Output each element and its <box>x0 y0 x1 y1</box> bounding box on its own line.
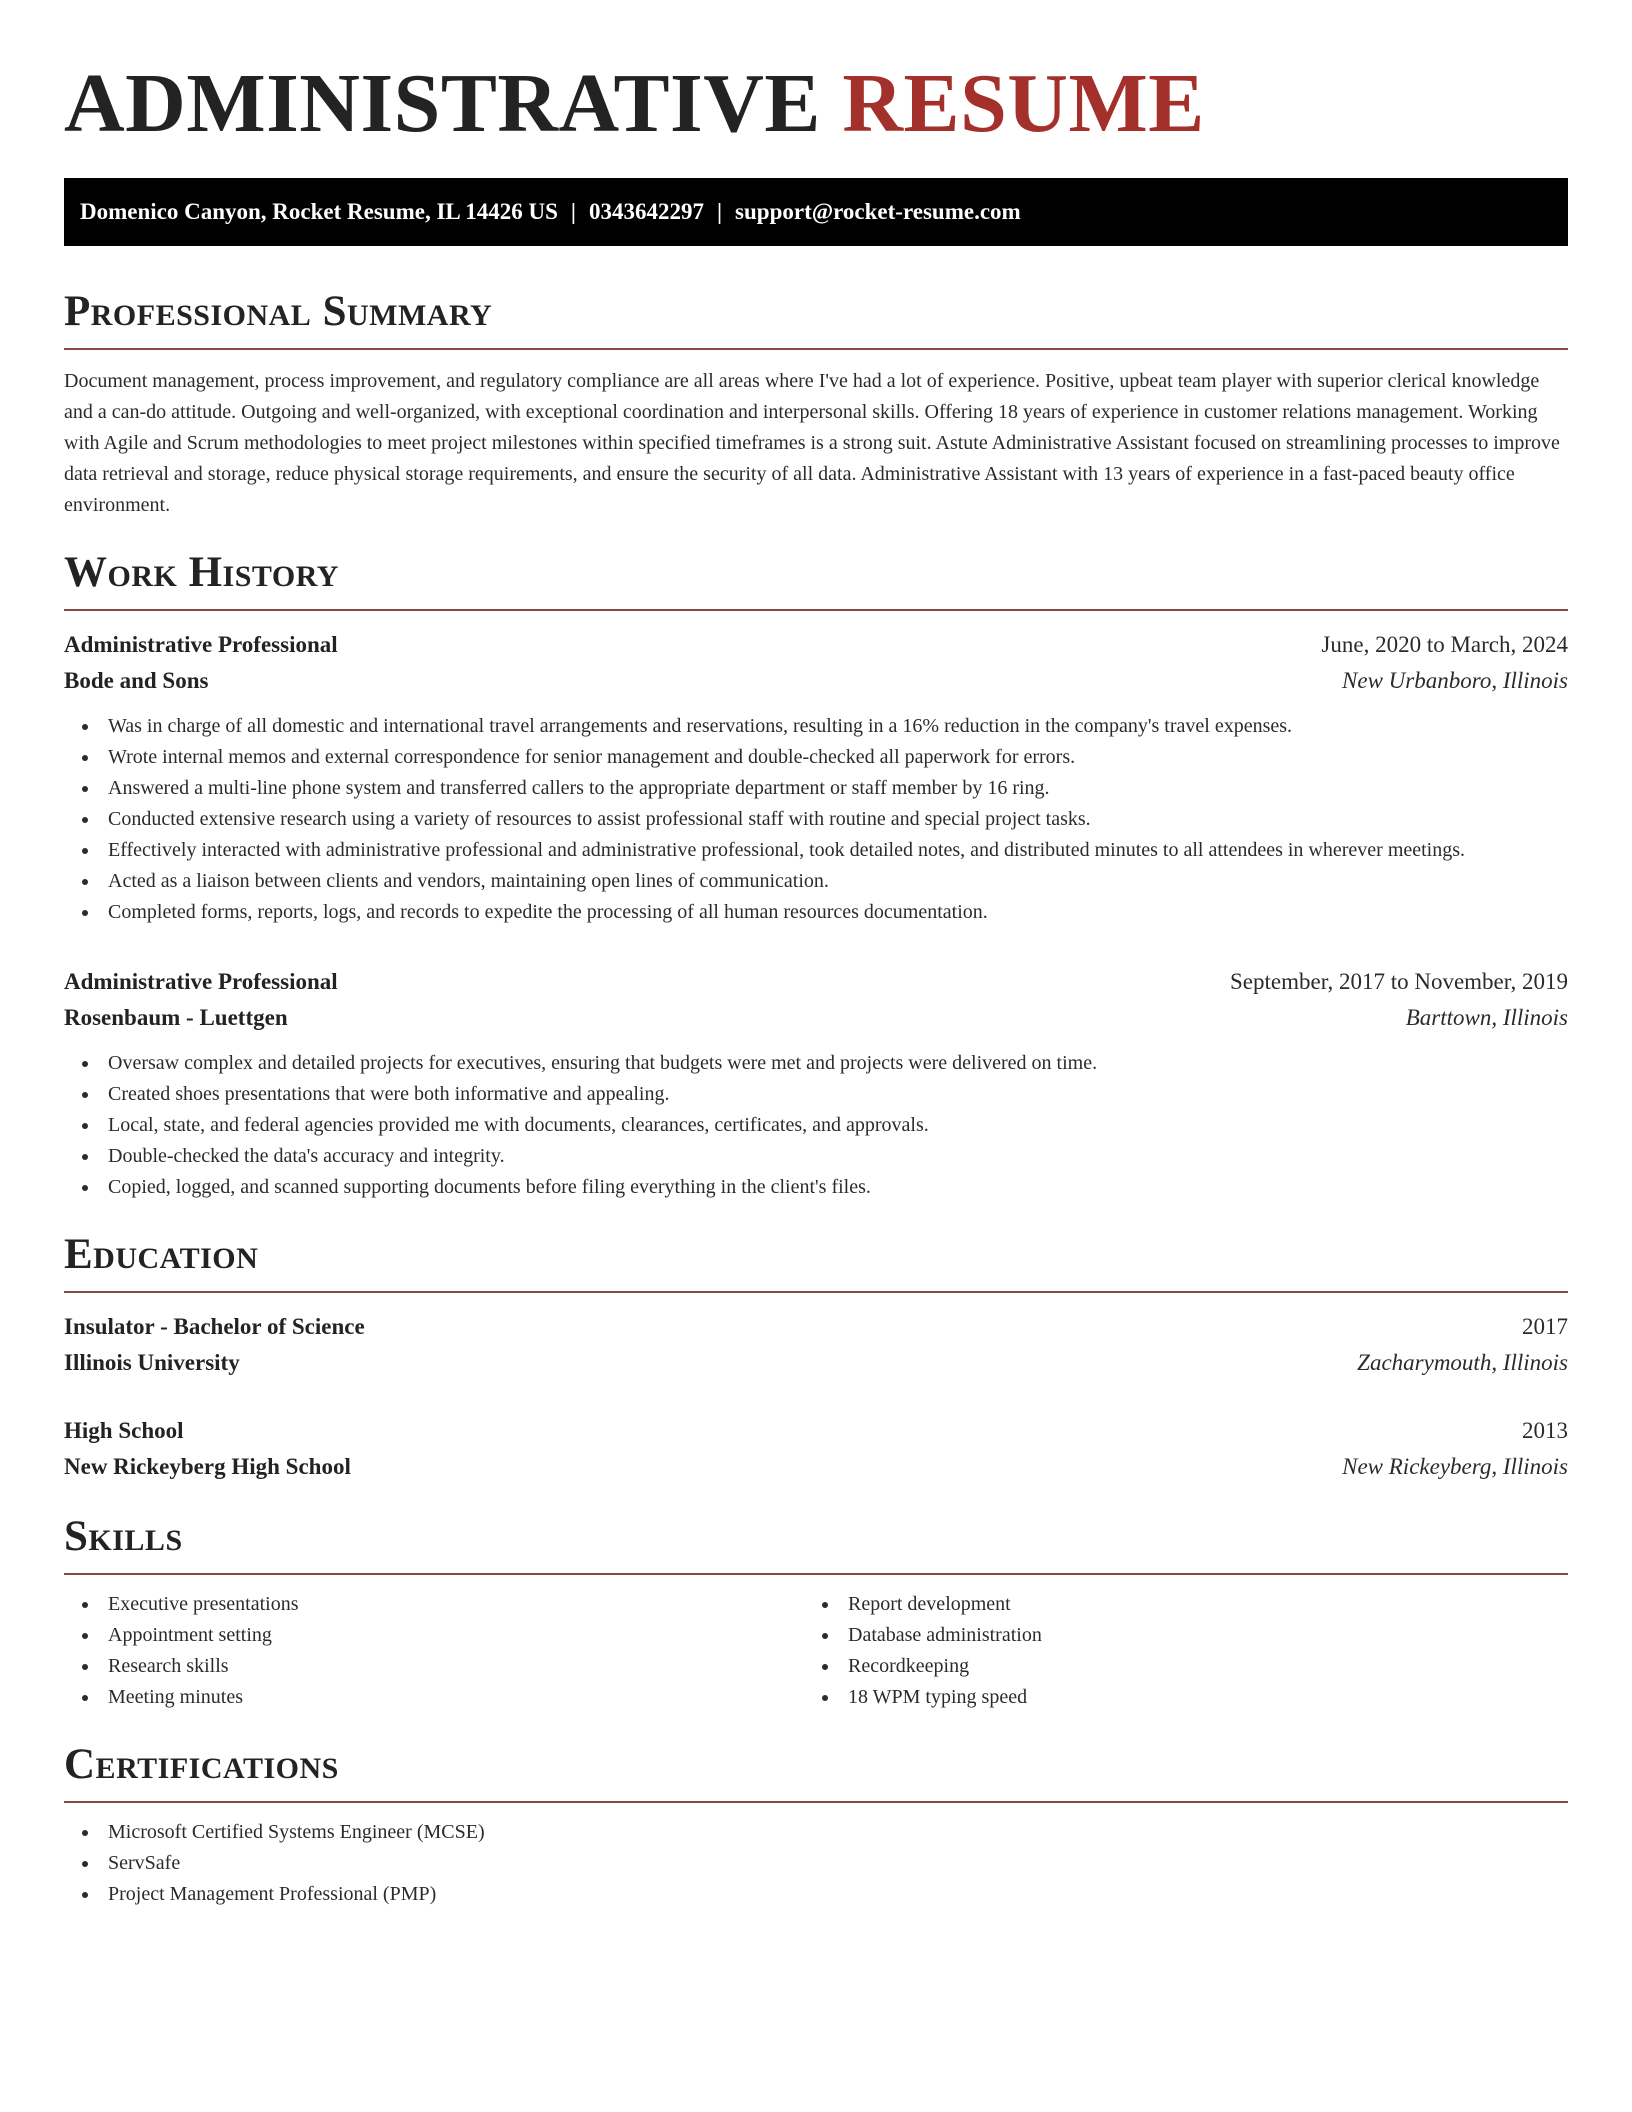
title-accent: RESUME <box>842 57 1205 150</box>
list-item: Local, state, and federal agencies provided me with documents, clearances, certificates, and approvals. <box>64 1110 1568 1141</box>
education-year: 2013 <box>1522 1418 1568 1443</box>
job-entry <box>64 964 1568 1203</box>
resume-page <box>64 0 1568 1910</box>
job-header-row <box>64 627 1568 663</box>
list-item: Created shoes presentations that were both informative and appealing. <box>64 1079 1568 1110</box>
skills-list-left <box>64 1589 804 1713</box>
contact-phone: 0343642297 <box>588 199 704 224</box>
list-item: Effectively interacted with administrative professional and administrative professional, took detailed notes, and distributed minutes to all attendees in wherever meetings. <box>64 835 1568 866</box>
list-item: Was in charge of all domestic and international travel arrangements and reservations, resulting in a 16% reduction in the company's travel expenses. <box>64 711 1568 742</box>
job-location: Barttown, Illinois <box>1405 1005 1568 1030</box>
work-history-heading: Work History <box>64 549 339 596</box>
skill-item: Appointment setting <box>64 1620 804 1651</box>
certification-item: Microsoft Certified Systems Engineer (MCSE) <box>64 1817 1568 1848</box>
education-school: Illinois University <box>64 1350 240 1375</box>
summary-text: Document management, process improvement, and regulatory compliance are all areas where I've had a lot of experience. Positive, upbeat team player with superior clerical knowledge and a can-do attitude. Outgoing and well-organized, with exceptional coordination and interpersonal skills. Offering 18 years of experience in customer relations management. Working with Agile and Scrum methodologies to meet project milestones within specified timeframes is a strong suit. Astute Administrative Assistant focused on streamlining processes to improve data retrieval and storage, reduce physical storage requirements, and ensure the security of all data. Administrative Assistant with 13 years of experience in a fast-paced beauty office environment. <box>64 370 1560 516</box>
list-item: Conducted extensive research using a variety of resources to assist professional staff with routine and special project tasks. <box>64 804 1568 835</box>
list-item: Wrote internal memos and external correspondence for senior management and double-checked all paperwork for errors. <box>64 742 1568 773</box>
job-bullets <box>64 711 1568 928</box>
certifications-section <box>64 1739 1568 1910</box>
education-degree: High School <box>64 1418 184 1443</box>
section-divider <box>64 348 1568 350</box>
skills-grid <box>64 1589 1568 1713</box>
skill-item: Recordkeeping <box>804 1651 1544 1682</box>
skill-item: Database administration <box>804 1620 1544 1651</box>
list-item: Oversaw complex and detailed projects for executives, ensuring that budgets were met and projects were delivered on time. <box>64 1048 1568 1079</box>
resume-title <box>64 0 1568 152</box>
section-divider <box>64 1801 1568 1803</box>
summary-heading: Professional Summary <box>64 288 493 335</box>
certification-item: ServSafe <box>64 1848 1568 1879</box>
job-entry <box>64 627 1568 928</box>
work-history-section <box>64 547 1568 1203</box>
job-bullets <box>64 1048 1568 1203</box>
skill-item: Research skills <box>64 1651 804 1682</box>
contact-bar <box>64 178 1568 246</box>
job-title: Administrative Professional <box>64 632 338 657</box>
certifications-list <box>64 1817 1568 1910</box>
section-divider <box>64 609 1568 611</box>
job-title: Administrative Professional <box>64 969 338 994</box>
skill-item: Meeting minutes <box>64 1682 804 1713</box>
education-entry <box>64 1413 1568 1485</box>
contact-separator: | <box>716 199 723 224</box>
skills-heading: Skills <box>64 1513 183 1560</box>
job-location: New Urbanboro, Illinois <box>1342 668 1568 693</box>
job-company-row <box>64 663 1568 699</box>
skill-item: 18 WPM typing speed <box>804 1682 1544 1713</box>
education-degree-row <box>64 1413 1568 1449</box>
education-year: 2017 <box>1522 1314 1568 1339</box>
list-item: Answered a multi-line phone system and transferred callers to the appropriate department or staff member by 16 ring. <box>64 773 1568 804</box>
education-section <box>64 1229 1568 1485</box>
education-school-row <box>64 1345 1568 1381</box>
title-main: ADMINISTRATIVE <box>64 57 821 150</box>
section-divider <box>64 1573 1568 1575</box>
certifications-heading: Certifications <box>64 1741 339 1788</box>
education-degree-row <box>64 1309 1568 1345</box>
job-dates: June, 2020 to March, 2024 <box>1321 632 1568 657</box>
list-item: Acted as a liaison between clients and vendors, maintaining open lines of communication. <box>64 866 1568 897</box>
contact-email: support@rocket-resume.com <box>735 199 1021 224</box>
job-company-row <box>64 1000 1568 1036</box>
list-item: Copied, logged, and scanned supporting documents before filing everything in the client's files. <box>64 1172 1568 1203</box>
job-company: Rosenbaum - Luettgen <box>64 1005 288 1030</box>
contact-separator: | <box>570 199 576 224</box>
section-divider <box>64 1291 1568 1293</box>
list-item: Completed forms, reports, logs, and records to expedite the processing of all human resources documentation. <box>64 897 1568 928</box>
list-item: Double-checked the data's accuracy and integrity. <box>64 1141 1568 1172</box>
job-header-row <box>64 964 1568 1000</box>
education-degree: Insulator - Bachelor of Science <box>64 1314 365 1339</box>
education-location: Zacharymouth, Illinois <box>1357 1350 1568 1375</box>
education-location: New Rickeyberg, Illinois <box>1342 1454 1568 1479</box>
summary-section <box>64 286 1568 521</box>
skill-item: Executive presentations <box>64 1589 804 1620</box>
certification-item: Project Management Professional (PMP) <box>64 1879 1568 1910</box>
skill-item: Report development <box>804 1589 1544 1620</box>
education-heading: Education <box>64 1231 259 1278</box>
job-dates: September, 2017 to November, 2019 <box>1230 969 1568 994</box>
education-school: New Rickeyberg High School <box>64 1454 351 1479</box>
education-school-row <box>64 1449 1568 1485</box>
skills-list-right <box>804 1589 1544 1713</box>
education-entry <box>64 1309 1568 1381</box>
contact-address: Domenico Canyon, Rocket Resume, IL 14426 US <box>80 199 558 224</box>
job-company: Bode and Sons <box>64 668 209 693</box>
skills-section <box>64 1511 1568 1713</box>
